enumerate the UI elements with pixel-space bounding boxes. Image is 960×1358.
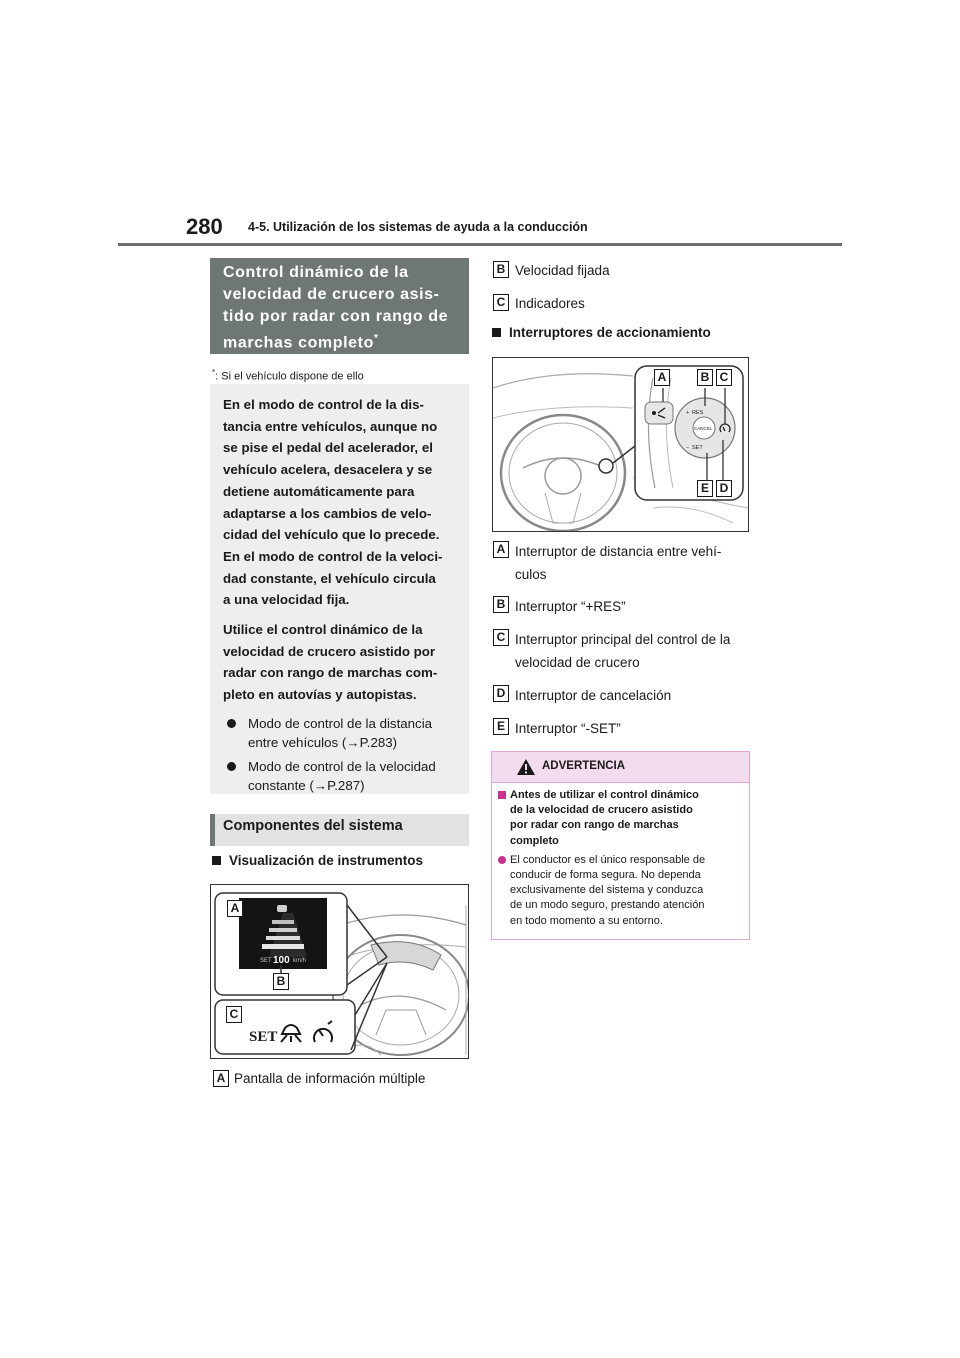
instrument-display-figure bbox=[210, 884, 469, 1059]
running-head: 4-5. Utilización de los sistemas de ayuda a la conducción bbox=[248, 220, 588, 234]
text-line: Interruptor principal del control de la bbox=[515, 632, 731, 647]
text-line: velocidad de crucero bbox=[515, 655, 640, 670]
item-letter: B bbox=[493, 596, 509, 613]
text-line: vehículo acelera, desacelera y se bbox=[223, 462, 433, 478]
text-line: Antes de utilizar el control dinámico bbox=[510, 789, 699, 801]
warning-header bbox=[492, 752, 749, 783]
display-set-text: SET bbox=[260, 958, 272, 964]
text-line: En el modo de control de la veloci- bbox=[223, 548, 443, 564]
text-line: culos bbox=[515, 567, 547, 582]
warning-body bbox=[492, 783, 749, 929]
text-line: Modo de control de la distancia bbox=[248, 715, 433, 731]
bullet-item bbox=[223, 714, 461, 752]
bullet-dot bbox=[498, 856, 506, 864]
callout-d: D bbox=[716, 480, 732, 497]
warning-heading bbox=[498, 788, 741, 849]
item-letter: A bbox=[213, 1070, 229, 1087]
header-rule bbox=[118, 243, 842, 246]
item-text bbox=[515, 628, 730, 674]
svg-text:+: + bbox=[686, 410, 690, 416]
components-heading: Componentes del sistema bbox=[210, 814, 469, 846]
square-marker bbox=[492, 328, 501, 337]
item-text: Velocidad fijada bbox=[515, 263, 610, 278]
item-letter: E bbox=[493, 718, 509, 735]
bullet-dot bbox=[227, 762, 236, 771]
text-line: de un modo seguro, prestando atención bbox=[510, 899, 705, 912]
text-line: cidad del vehículo que lo precede. bbox=[223, 527, 440, 543]
text-line: tancia entre vehículos, aunque no bbox=[223, 418, 438, 434]
text-line: Interruptor de distancia entre vehí- bbox=[515, 544, 722, 559]
title-line: tido por radar con rango de bbox=[223, 308, 449, 325]
item-text: Interruptor “+RES” bbox=[515, 599, 626, 614]
summary-box bbox=[210, 384, 469, 794]
heading-text: Visualización de instrumentos bbox=[229, 853, 424, 868]
summary-paragraph bbox=[223, 394, 461, 611]
item-text: Pantalla de información múltiple bbox=[234, 1071, 426, 1086]
footnote bbox=[212, 368, 364, 383]
section-title bbox=[210, 258, 469, 354]
item-letter: C bbox=[493, 294, 509, 311]
display-unit-text: km/h bbox=[293, 958, 307, 964]
steering-switches-figure bbox=[492, 357, 749, 532]
display-speed-text: 100 bbox=[273, 955, 290, 966]
cancel-label: CANCEL bbox=[694, 426, 713, 431]
text-line: dad constante, el vehículo circula bbox=[223, 570, 436, 586]
callout-b: B bbox=[697, 369, 713, 386]
text-line: En el modo de control de la dis- bbox=[223, 397, 424, 412]
callout-b: B bbox=[273, 973, 289, 990]
text-line: de la velocidad de crucero asistido bbox=[510, 804, 693, 817]
text-line: Modo de control de la velocidad bbox=[248, 758, 436, 774]
switches-heading bbox=[492, 325, 711, 340]
set-indicator-text: SET bbox=[249, 1029, 278, 1045]
footnote-text: : Si el vehículo dispone de ello bbox=[215, 370, 364, 383]
text-line: adaptarse a los cambios de velo- bbox=[223, 505, 432, 521]
page-number: 280 bbox=[186, 214, 223, 239]
warning-triangle-icon bbox=[516, 758, 536, 776]
text-line: se pise el pedal del acelerador, el bbox=[223, 440, 433, 456]
text-line: por radar con rango de marchas bbox=[510, 819, 679, 832]
set-label: SET bbox=[692, 445, 703, 451]
bullet-dot bbox=[227, 719, 236, 728]
text-line: velocidad de crucero asistido por bbox=[223, 643, 436, 659]
title-asterisk: * bbox=[373, 333, 379, 344]
text-line: El conductor es el único responsable de bbox=[510, 853, 706, 866]
callout-a: A bbox=[654, 369, 670, 386]
text-line: exclusivamente del sistema y conduzca bbox=[510, 884, 704, 897]
text-line: en todo momento a su entorno. bbox=[510, 914, 663, 927]
text-line: completo bbox=[510, 834, 559, 847]
page-link[interactable]: constante (→P.287) bbox=[248, 777, 365, 793]
square-marker bbox=[498, 791, 506, 799]
callout-e: E bbox=[697, 480, 713, 497]
item-text: Interruptor de cancelación bbox=[515, 688, 672, 703]
item-letter: D bbox=[493, 685, 509, 702]
res-label: RES bbox=[692, 410, 704, 416]
warning-box bbox=[491, 751, 750, 940]
text-line: radar con rango de marchas com- bbox=[223, 665, 438, 681]
text-line: a una velocidad fija. bbox=[223, 592, 350, 608]
svg-text:−: − bbox=[686, 445, 690, 451]
item-letter: A bbox=[493, 541, 509, 558]
warning-text bbox=[498, 853, 741, 929]
warning-label: ADVERTENCIA bbox=[542, 760, 626, 772]
item-letter: B bbox=[493, 261, 509, 278]
bullet-item bbox=[223, 757, 461, 795]
instrument-illustration bbox=[211, 885, 468, 1058]
text-line: detiene automáticamente para bbox=[223, 483, 415, 499]
item-text: Indicadores bbox=[515, 296, 585, 311]
item-text bbox=[515, 540, 721, 586]
footnote-mark: * bbox=[212, 368, 216, 377]
text-line: conducir de forma segura. No dependa bbox=[510, 869, 701, 882]
text-line: Utilice el control dinámico de la bbox=[223, 622, 423, 638]
item-letter: C bbox=[493, 629, 509, 646]
item-text: Interruptor “-SET” bbox=[515, 721, 621, 736]
title-line: marchas completo bbox=[223, 334, 374, 352]
text-line: pleto en autovías y autopistas. bbox=[223, 687, 417, 703]
callout-c: C bbox=[226, 1006, 242, 1023]
title-line: Control dinámico de la bbox=[223, 264, 409, 281]
page-link[interactable]: entre vehículos (→P.283) bbox=[248, 734, 398, 750]
square-marker bbox=[212, 856, 221, 865]
callout-c: C bbox=[716, 369, 732, 386]
summary-paragraph bbox=[223, 619, 461, 706]
heading-text: Interruptores de accionamiento bbox=[509, 325, 711, 340]
callout-a: A bbox=[227, 900, 243, 917]
instruments-heading bbox=[212, 853, 423, 868]
title-line: velocidad de crucero asis- bbox=[223, 286, 440, 303]
